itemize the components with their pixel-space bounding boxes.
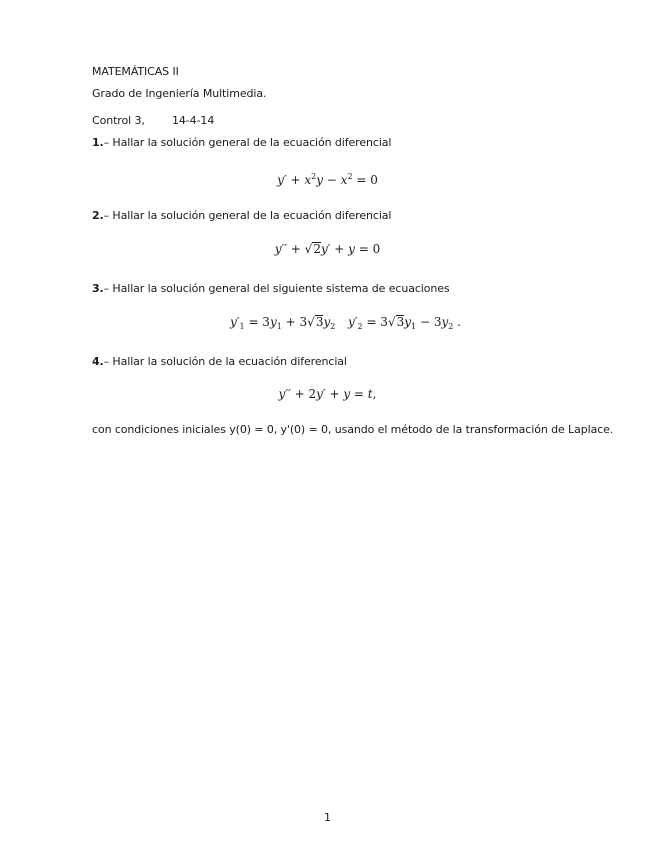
problem-2-number: 2.: [92, 209, 104, 222]
initial-conditions-text: con condiciones iniciales y(0) = 0, y'(0) = 0, usando el método de la transformación de Laplace.: [92, 423, 614, 436]
problem-4-number: 4.: [92, 355, 104, 368]
problem-3-statement: [92, 282, 450, 295]
problem-3-number: 3.: [92, 282, 104, 295]
problem-4-text: – Hallar la solución de la ecuación diferencial: [103, 355, 347, 368]
equation-4: y′′ + 2y′ + y = t,: [278, 387, 377, 401]
problem-1-number: 1.: [92, 136, 104, 149]
control-label: Control 3,: [92, 114, 145, 127]
problem-3-text: – Hallar la solución general del siguiente sistema de ecuaciones: [103, 282, 450, 295]
equation-3b: $y'_2 = 3√3y_1 - 3y_2$ .: [348, 315, 461, 331]
degree-line: Grado de Ingeniería Multimedia.: [92, 87, 267, 100]
equation-3a: $y'_1 = 3y_1 + 3√3y_2$: [230, 315, 336, 331]
equation-1: $y' + x^2y - x^2 = 0$: [277, 172, 378, 187]
course-title: MATEMÁTICAS II: [92, 65, 179, 78]
problem-1-text: – Hallar la solución general de la ecuación diferencial: [103, 136, 392, 149]
equation-2: y′′ + √2y′ + y = 0: [274, 242, 381, 256]
problem-2-statement: [92, 209, 391, 222]
problem-4-statement: [92, 355, 347, 368]
page-number: 1: [324, 811, 331, 824]
control-date: 14-4-14: [172, 114, 215, 127]
problem-2-text: – Hallar la solución general de la ecuación diferencial: [103, 209, 392, 222]
problem-1-statement: [92, 136, 391, 149]
